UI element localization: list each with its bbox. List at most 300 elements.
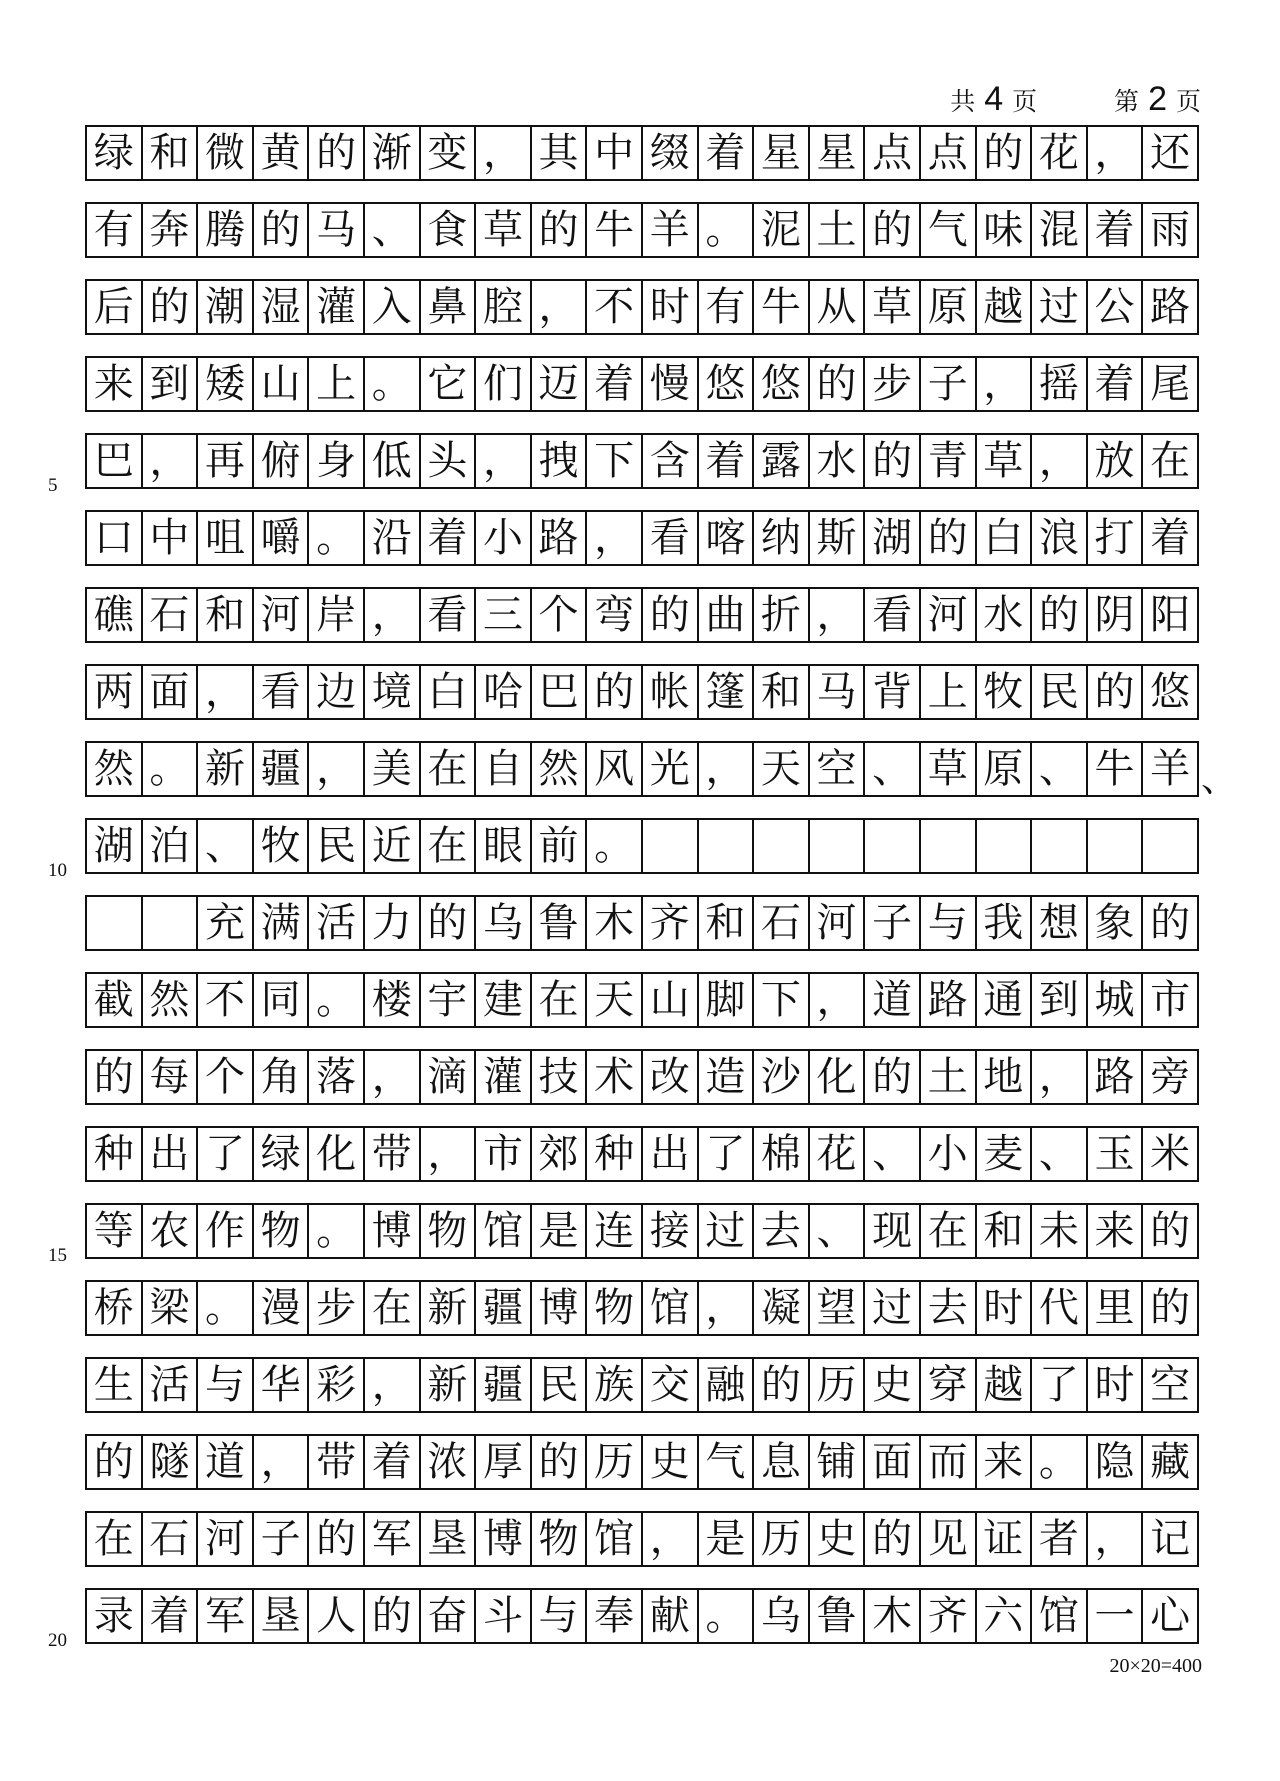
grid-cell: 来: [87, 358, 143, 410]
grid-cell: 军: [198, 1590, 254, 1642]
grid-cell: 和: [198, 589, 254, 641]
grid-cell: 疆: [476, 1282, 532, 1334]
grid-cell: 等: [87, 1205, 143, 1257]
grid-cell: 雨: [1143, 204, 1199, 256]
grid-cell: 星: [754, 127, 810, 179]
grid-cell: 融: [699, 1359, 755, 1411]
grid-cell: 在: [421, 743, 477, 795]
grid-cell: 看: [254, 666, 310, 718]
writing-grid: [85, 125, 1199, 1665]
grid-cell: 摇: [1032, 358, 1088, 410]
grid-cell: 的: [254, 204, 310, 256]
grid-cell: ，: [476, 435, 532, 487]
grid-cell: 彩: [309, 1359, 365, 1411]
grid-cell: 了: [1032, 1359, 1088, 1411]
grid-cell: [143, 897, 199, 949]
grid-cell: 子: [254, 1513, 310, 1565]
grid-cell: [87, 897, 143, 949]
grid-cell: 玉: [1088, 1128, 1144, 1180]
grid-cell: ，: [699, 1282, 755, 1334]
grid-cell: 悠: [699, 358, 755, 410]
grid-cell: 不: [587, 281, 643, 333]
grid-cell: 厚: [476, 1436, 532, 1488]
grid-cell: 着: [1143, 512, 1199, 564]
grid-cell: 还: [1143, 127, 1199, 179]
grid-cell: 。: [365, 358, 421, 410]
grid-cell: 的: [365, 1590, 421, 1642]
grid-cell: 牧: [254, 820, 310, 872]
grid-cell: 草: [977, 435, 1033, 487]
grid-cell: 放: [1088, 435, 1144, 487]
grid-cell: 。: [309, 512, 365, 564]
grid-cell: 凝: [754, 1282, 810, 1334]
grid-cell: 的: [810, 358, 866, 410]
grid-cell: 生: [87, 1359, 143, 1411]
grid-cell: 的: [309, 127, 365, 179]
grid-cell: 奔: [143, 204, 199, 256]
grid-cell: 是: [699, 1513, 755, 1565]
grid-cell: 混: [1032, 204, 1088, 256]
grid-cell: 乌: [476, 897, 532, 949]
grid-cell: 、: [810, 1205, 866, 1257]
grid-cell: 小: [921, 1128, 977, 1180]
grid-cell: 有: [699, 281, 755, 333]
grid-cell: 身: [309, 435, 365, 487]
grid-cell: 到: [1032, 974, 1088, 1026]
grid-cell: 公: [1088, 281, 1144, 333]
grid-cell: 馆: [587, 1513, 643, 1565]
grid-cell: 道: [198, 1436, 254, 1488]
grid-row: [85, 818, 1199, 874]
grid-cell: 物: [254, 1205, 310, 1257]
grid-cell: 湿: [254, 281, 310, 333]
grid-cell: 里: [1088, 1282, 1144, 1334]
grid-cell: ，: [365, 1051, 421, 1103]
grid-cell: 阴: [1088, 589, 1144, 641]
grid-cell: 露: [754, 435, 810, 487]
grid-cell: 牛: [1088, 743, 1144, 795]
page-header: [950, 80, 1202, 119]
grid-row: [85, 356, 1199, 412]
grid-cell: 活: [143, 1359, 199, 1411]
grid-cell: 、: [865, 1128, 921, 1180]
grid-cell: 疆: [476, 1359, 532, 1411]
grid-cell: 六: [977, 1590, 1033, 1642]
grid-cell: 它: [421, 358, 477, 410]
grid-cell: 去: [754, 1205, 810, 1257]
grid-cell: [643, 820, 699, 872]
grid-count-label: 20×20=400: [1109, 1655, 1202, 1677]
grid-cell: 物: [587, 1282, 643, 1334]
grid-cell: ，: [421, 1128, 477, 1180]
grid-cell: 低: [365, 435, 421, 487]
grid-cell: 白: [421, 666, 477, 718]
grid-cell: 的: [309, 1513, 365, 1565]
grid-cell: 力: [365, 897, 421, 949]
grid-cell: 的: [421, 897, 477, 949]
grid-cell: 接: [643, 1205, 699, 1257]
grid-cell: 曲: [699, 589, 755, 641]
grid-cell: 充: [198, 897, 254, 949]
grid-cell: 馆: [1032, 1590, 1088, 1642]
grid-cell: 未: [1032, 1205, 1088, 1257]
grid-cell: 自: [476, 743, 532, 795]
grid-cell: 过: [699, 1205, 755, 1257]
grid-row: [85, 279, 1199, 335]
grid-cell: 证: [977, 1513, 1033, 1565]
grid-cell: 巴: [87, 435, 143, 487]
line-number: 10: [48, 860, 67, 881]
grid-cell: 馆: [643, 1282, 699, 1334]
grid-row: [85, 741, 1199, 797]
grid-cell: 岸: [309, 589, 365, 641]
grid-cell: 灌: [476, 1051, 532, 1103]
grid-cell: 交: [643, 1359, 699, 1411]
grid-cell: 道: [865, 974, 921, 1026]
grid-cell: 草: [476, 204, 532, 256]
grid-cell: ，: [309, 743, 365, 795]
grid-cell: 市: [476, 1128, 532, 1180]
grid-row: [85, 510, 1199, 566]
grid-cell: 光: [643, 743, 699, 795]
grid-cell: 面: [143, 666, 199, 718]
grid-cell: 改: [643, 1051, 699, 1103]
grid-cell: 记: [1143, 1513, 1199, 1565]
grid-cell: 悠: [1143, 666, 1199, 718]
grid-cell: 时: [643, 281, 699, 333]
grid-cell: 天: [754, 743, 810, 795]
grid-cell: 的: [865, 435, 921, 487]
grid-cell: 。: [309, 1205, 365, 1257]
grid-cell: 三: [476, 589, 532, 641]
grid-cell: 奉: [587, 1590, 643, 1642]
grid-cell: ，: [699, 743, 755, 795]
grid-cell: 、: [198, 820, 254, 872]
grid-cell: 滴: [421, 1051, 477, 1103]
grid-cell: 牛: [754, 281, 810, 333]
grid-cell: 步: [865, 358, 921, 410]
grid-cell: 在: [921, 1205, 977, 1257]
grid-cell: 打: [1088, 512, 1144, 564]
grid-cell: 入: [365, 281, 421, 333]
grid-row: [85, 1511, 1199, 1567]
grid-cell: 看: [865, 589, 921, 641]
grid-cell: 气: [921, 204, 977, 256]
grid-cell: 穿: [921, 1359, 977, 1411]
grid-cell: 折: [754, 589, 810, 641]
grid-cell: 河: [254, 589, 310, 641]
grid-cell: 绿: [87, 127, 143, 179]
grid-row: [85, 1588, 1199, 1644]
grid-cell: 、: [865, 743, 921, 795]
grid-cell: 路: [1088, 1051, 1144, 1103]
grid-cell: 头: [421, 435, 477, 487]
grid-cell: ，: [643, 1513, 699, 1565]
grid-cell: ，: [587, 512, 643, 564]
grid-cell: 郊: [532, 1128, 588, 1180]
grid-row: [85, 1280, 1199, 1336]
grid-cell: 着: [365, 1436, 421, 1488]
grid-cell: 俯: [254, 435, 310, 487]
grid-cell: 弯: [587, 589, 643, 641]
grid-cell: 白: [977, 512, 1033, 564]
grid-cell: 纳: [754, 512, 810, 564]
grid-cell: 中: [587, 127, 643, 179]
grid-cell: 化: [810, 1051, 866, 1103]
grid-cell: 的: [865, 1051, 921, 1103]
grid-cell: 花: [810, 1128, 866, 1180]
grid-cell: 垦: [254, 1590, 310, 1642]
grid-cell: 腾: [198, 204, 254, 256]
grid-cell: 。: [143, 743, 199, 795]
grid-cell: 中: [143, 512, 199, 564]
grid-cell: 史: [865, 1359, 921, 1411]
grid-cell: 有: [87, 204, 143, 256]
grid-cell: 着: [1088, 358, 1144, 410]
grid-cell: 与: [532, 1590, 588, 1642]
grid-cell: ，: [476, 127, 532, 179]
grid-cell: 的: [87, 1436, 143, 1488]
line-number: 20: [48, 1630, 67, 1651]
grid-cell: 个: [198, 1051, 254, 1103]
grid-cell: 物: [532, 1513, 588, 1565]
grid-row: [85, 433, 1199, 489]
grid-cell: 新: [198, 743, 254, 795]
line-number: 15: [48, 1245, 67, 1266]
grid-cell: 了: [699, 1128, 755, 1180]
grid-cell: 的: [532, 204, 588, 256]
grid-cell: 灌: [309, 281, 365, 333]
grid-row: [85, 1357, 1199, 1413]
grid-cell: 路: [921, 974, 977, 1026]
grid-cell: 山: [254, 358, 310, 410]
grid-cell: 路: [532, 512, 588, 564]
grid-cell: 哈: [476, 666, 532, 718]
grid-cell: 化: [309, 1128, 365, 1180]
grid-cell: 气: [699, 1436, 755, 1488]
grid-cell: 花: [1032, 127, 1088, 179]
grid-row: [85, 202, 1199, 258]
grid-cell: 的: [754, 1359, 810, 1411]
grid-cell: 角: [254, 1051, 310, 1103]
current-page-suffix: 页: [1175, 87, 1202, 116]
grid-cell: 星: [810, 127, 866, 179]
grid-row: [85, 1203, 1199, 1259]
grid-cell: 过: [865, 1282, 921, 1334]
grid-cell: 着: [699, 127, 755, 179]
grid-cell: 空: [1143, 1359, 1199, 1411]
grid-cell: 的: [87, 1051, 143, 1103]
grid-cell: 渐: [365, 127, 421, 179]
grid-cell: 着: [143, 1590, 199, 1642]
grid-cell: [699, 820, 755, 872]
grid-cell: 、: [1032, 743, 1088, 795]
grid-cell: 麦: [977, 1128, 1033, 1180]
grid-cell: 路: [1143, 281, 1199, 333]
grid-cell: 空: [810, 743, 866, 795]
grid-cell: 鼻: [421, 281, 477, 333]
grid-row: [85, 895, 1199, 951]
grid-cell: 代: [1032, 1282, 1088, 1334]
grid-cell: 博: [532, 1282, 588, 1334]
grid-cell: 出: [143, 1128, 199, 1180]
grid-cell: 乌: [754, 1590, 810, 1642]
grid-cell: 。: [1032, 1436, 1088, 1488]
line-number: 5: [48, 475, 58, 496]
grid-cell: 浓: [421, 1436, 477, 1488]
grid-cell: 录: [87, 1590, 143, 1642]
grid-cell: 在: [421, 820, 477, 872]
grid-cell: ，: [977, 358, 1033, 410]
grid-cell: 技: [532, 1051, 588, 1103]
grid-cell: 。: [699, 1590, 755, 1642]
grid-row: [85, 1049, 1199, 1105]
grid-cell: 草: [921, 743, 977, 795]
grid-cell: 种: [87, 1128, 143, 1180]
grid-cell: 河: [198, 1513, 254, 1565]
grid-cell: 的: [977, 127, 1033, 179]
grid-cell: 的: [1143, 1282, 1199, 1334]
grid-cell: 的: [532, 1436, 588, 1488]
grid-cell: 斯: [810, 512, 866, 564]
grid-cell: 。: [198, 1282, 254, 1334]
grid-cell: 草: [865, 281, 921, 333]
grid-cell: 含: [643, 435, 699, 487]
grid-cell: 原: [977, 743, 1033, 795]
grid-cell: 息: [754, 1436, 810, 1488]
grid-cell: 越: [977, 1359, 1033, 1411]
grid-cell: 小: [476, 512, 532, 564]
grid-cell: 青: [921, 435, 977, 487]
grid-cell: 过: [1032, 281, 1088, 333]
grid-cell: ，: [1088, 127, 1144, 179]
grid-cell: 们: [476, 358, 532, 410]
grid-cell: 变: [421, 127, 477, 179]
grid-cell: 石: [754, 897, 810, 949]
grid-cell: 是: [532, 1205, 588, 1257]
grid-cell: 见: [921, 1513, 977, 1565]
grid-cell: 矮: [198, 358, 254, 410]
grid-cell: 与: [198, 1359, 254, 1411]
grid-cell: 来: [977, 1436, 1033, 1488]
grid-cell: 的: [865, 1513, 921, 1565]
grid-cell: 帐: [643, 666, 699, 718]
grid-cell: 象: [1088, 897, 1144, 949]
total-pages-prefix: 共: [950, 87, 977, 116]
grid-row: [85, 587, 1199, 643]
grid-cell: 术: [587, 1051, 643, 1103]
grid-cell: [754, 820, 810, 872]
grid-cell: 然: [532, 743, 588, 795]
grid-cell: 河: [921, 589, 977, 641]
grid-cell: 物: [421, 1205, 477, 1257]
grid-cell: 脚: [699, 974, 755, 1026]
grid-cell: 木: [865, 1590, 921, 1642]
grid-cell: 面: [865, 1436, 921, 1488]
grid-cell: 湖: [865, 512, 921, 564]
grid-cell: 史: [643, 1436, 699, 1488]
current-page-prefix: 第: [1114, 87, 1141, 116]
grid-cell: 我: [977, 897, 1033, 949]
grid-cell: 族: [587, 1359, 643, 1411]
grid-cell: 的: [643, 589, 699, 641]
grid-cell: 嚼: [254, 512, 310, 564]
grid-cell: 尾: [1143, 358, 1199, 410]
grid-cell: 石: [143, 1513, 199, 1565]
grid-cell: 在: [365, 1282, 421, 1334]
grid-cell: 看: [643, 512, 699, 564]
grid-cell: 者: [1032, 1513, 1088, 1565]
grid-cell: ，: [198, 666, 254, 718]
grid-cell: 去: [921, 1282, 977, 1334]
grid-cell: 泥: [754, 204, 810, 256]
grid-cell: 历: [587, 1436, 643, 1488]
grid-cell: 不: [198, 974, 254, 1026]
grid-cell: [865, 820, 921, 872]
grid-cell: 藏: [1143, 1436, 1199, 1488]
grid-cell: 近: [365, 820, 421, 872]
grid-cell: 子: [921, 358, 977, 410]
grid-cell: 民: [532, 1359, 588, 1411]
grid-cell: 个: [532, 589, 588, 641]
grid-cell: 口: [87, 512, 143, 564]
grid-cell: 军: [365, 1513, 421, 1565]
grid-cell: [977, 820, 1033, 872]
grid-cell: 在: [532, 974, 588, 1026]
grid-cell: 上: [921, 666, 977, 718]
grid-cell: ，: [1088, 1513, 1144, 1565]
grid-cell: [1088, 820, 1144, 872]
grid-cell: 而: [921, 1436, 977, 1488]
grid-cell: 美: [365, 743, 421, 795]
grid-cell: 和: [977, 1205, 1033, 1257]
grid-cell: 棉: [754, 1128, 810, 1180]
grid-cell: 的: [587, 666, 643, 718]
grid-cell: 历: [754, 1513, 810, 1565]
grid-cell: 带: [309, 1436, 365, 1488]
grid-cell: 满: [254, 897, 310, 949]
grid-cell: 、: [1032, 1128, 1088, 1180]
grid-cell: 然: [87, 743, 143, 795]
grid-cell: 水: [977, 589, 1033, 641]
grid-cell: 。: [309, 974, 365, 1026]
grid-cell: 和: [699, 897, 755, 949]
grid-cell: 同: [254, 974, 310, 1026]
grid-cell: 博: [365, 1205, 421, 1257]
grid-cell: 望: [810, 1282, 866, 1334]
grid-cell: 上: [309, 358, 365, 410]
grid-cell: 原: [921, 281, 977, 333]
grid-cell: 在: [1143, 435, 1199, 487]
grid-cell: 沿: [365, 512, 421, 564]
grid-cell: 史: [810, 1513, 866, 1565]
overflow-punctuation: 、: [1201, 759, 1238, 800]
grid-cell: 来: [1088, 1205, 1144, 1257]
grid-cell: 献: [643, 1590, 699, 1642]
grid-cell: 每: [143, 1051, 199, 1103]
grid-cell: 礁: [87, 589, 143, 641]
grid-cell: [1143, 820, 1199, 872]
grid-cell: [810, 820, 866, 872]
grid-cell: 然: [143, 974, 199, 1026]
grid-cell: 马: [810, 666, 866, 718]
grid-cell: 两: [87, 666, 143, 718]
grid-cell: 天: [587, 974, 643, 1026]
grid-cell: 和: [754, 666, 810, 718]
grid-cell: 鲁: [810, 1590, 866, 1642]
grid-cell: 湖: [87, 820, 143, 872]
grid-cell: 羊: [643, 204, 699, 256]
